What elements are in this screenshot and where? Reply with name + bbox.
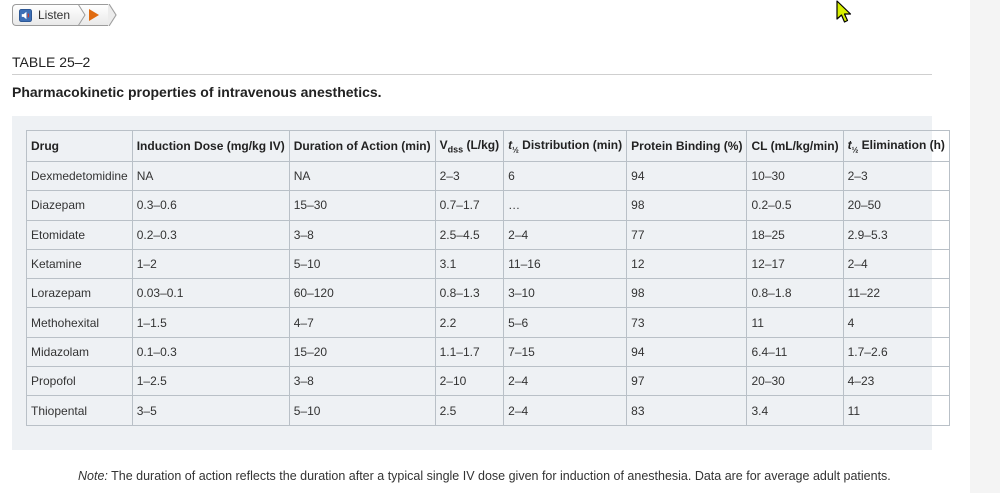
listen-label: Listen xyxy=(38,8,71,22)
cell-dist: 2–4 xyxy=(504,396,627,425)
header-induction-dose: Induction Dose (mg/kg IV) xyxy=(132,131,289,162)
table-row xyxy=(27,367,950,396)
cell-induction: 3–5 xyxy=(132,396,289,425)
cell-protein: 98 xyxy=(627,279,747,308)
header-duration: Duration of Action (min) xyxy=(289,131,435,162)
cell-elim: 2–4 xyxy=(843,249,949,278)
table-body xyxy=(27,162,950,426)
cell-dist: 11–16 xyxy=(504,249,627,278)
cell-elim: 11 xyxy=(843,396,949,425)
cell-dist: 5–6 xyxy=(504,308,627,337)
table-label: TABLE 25–2 xyxy=(12,54,91,70)
cell-elim: 1.7–2.6 xyxy=(843,337,949,366)
cell-protein: 94 xyxy=(627,162,747,191)
cell-drug: Etomidate xyxy=(27,220,133,249)
cell-duration: 60–120 xyxy=(289,279,435,308)
cell-vdss: 2–10 xyxy=(435,367,504,396)
cell-drug: Dexmedetomidine xyxy=(27,162,133,191)
table-row xyxy=(27,396,950,425)
listen-widget[interactable] xyxy=(12,4,118,26)
table-row xyxy=(27,249,950,278)
listen-button[interactable] xyxy=(12,4,78,26)
cell-drug: Midazolam xyxy=(27,337,133,366)
table-row xyxy=(27,191,950,220)
pharmacokinetics-table xyxy=(26,130,950,426)
cell-drug: Diazepam xyxy=(27,191,133,220)
cell-dist: 6 xyxy=(504,162,627,191)
cell-cl: 0.2–0.5 xyxy=(747,191,843,220)
cell-elim: 11–22 xyxy=(843,279,949,308)
table-row xyxy=(27,308,950,337)
cell-vdss: 0.8–1.3 xyxy=(435,279,504,308)
header-vdss: $V_{dss}$ (L/kg) xyxy=(435,131,504,162)
header-protein-binding: Protein Binding (%) xyxy=(627,131,747,162)
cell-duration: 15–30 xyxy=(289,191,435,220)
cell-cl: 11 xyxy=(747,308,843,337)
header-distribution: $t_{\frac{1}{2}}$ Distribution (min) xyxy=(504,131,627,162)
speaker-icon xyxy=(19,9,32,22)
cell-vdss: 2.2 xyxy=(435,308,504,337)
separator-chevron-icon xyxy=(78,4,86,26)
table-row xyxy=(27,162,950,191)
cell-induction: 1–1.5 xyxy=(132,308,289,337)
cell-duration: 3–8 xyxy=(289,220,435,249)
cell-protein: 94 xyxy=(627,337,747,366)
cell-duration: 15–20 xyxy=(289,337,435,366)
cell-protein: 12 xyxy=(627,249,747,278)
cell-duration: NA xyxy=(289,162,435,191)
cell-induction: 0.2–0.3 xyxy=(132,220,289,249)
mouse-cursor-icon xyxy=(836,0,854,24)
table-row xyxy=(27,279,950,308)
cell-elim: 2–3 xyxy=(843,162,949,191)
divider xyxy=(12,74,932,75)
cell-dist: 2–4 xyxy=(504,220,627,249)
cell-protein: 97 xyxy=(627,367,747,396)
cell-protein: 73 xyxy=(627,308,747,337)
table-container xyxy=(12,116,945,450)
play-button[interactable] xyxy=(78,4,108,26)
cell-protein: 77 xyxy=(627,220,747,249)
table-note: Note: The duration of action reflects the duration after a typical single IV dose given for induction of anesthesia. Data are for average adult patients. xyxy=(78,469,891,483)
header-drug: Drug xyxy=(27,131,133,162)
cell-vdss: 2.5–4.5 xyxy=(435,220,504,249)
cell-induction: 0.1–0.3 xyxy=(132,337,289,366)
cell-cl: 18–25 xyxy=(747,220,843,249)
cell-vdss: 2.5 xyxy=(435,396,504,425)
cell-elim: 20–50 xyxy=(843,191,949,220)
cell-duration: 5–10 xyxy=(289,396,435,425)
cell-dist: … xyxy=(504,191,627,220)
cell-duration: 4–7 xyxy=(289,308,435,337)
cell-dist: 2–4 xyxy=(504,367,627,396)
table-caption: Pharmacokinetic properties of intravenous anesthetics. xyxy=(12,84,382,100)
cell-cl: 0.8–1.8 xyxy=(747,279,843,308)
cell-induction: 0.03–0.1 xyxy=(132,279,289,308)
cell-drug: Propofol xyxy=(27,367,133,396)
cell-induction: NA xyxy=(132,162,289,191)
cell-vdss: 1.1–1.7 xyxy=(435,337,504,366)
cell-protein: 98 xyxy=(627,191,747,220)
cell-drug: Thiopental xyxy=(27,396,133,425)
play-button-end-icon xyxy=(108,4,118,26)
cell-elim: 4–23 xyxy=(843,367,949,396)
cell-drug: Ketamine xyxy=(27,249,133,278)
cell-induction: 0.3–0.6 xyxy=(132,191,289,220)
table-header-row xyxy=(27,131,950,162)
cell-drug: Methohexital xyxy=(27,308,133,337)
cell-cl: 12–17 xyxy=(747,249,843,278)
cell-cl: 3.4 xyxy=(747,396,843,425)
play-icon xyxy=(89,9,99,21)
cell-cl: 20–30 xyxy=(747,367,843,396)
cell-elim: 4 xyxy=(843,308,949,337)
cell-induction: 1–2 xyxy=(132,249,289,278)
cell-dist: 3–10 xyxy=(504,279,627,308)
cell-drug: Lorazepam xyxy=(27,279,133,308)
cell-vdss: 3.1 xyxy=(435,249,504,278)
cell-vdss: 0.7–1.7 xyxy=(435,191,504,220)
cell-dist: 7–15 xyxy=(504,337,627,366)
cell-protein: 83 xyxy=(627,396,747,425)
header-clearance: CL (mL/kg/min) xyxy=(747,131,843,162)
scrollbar-track[interactable] xyxy=(970,0,1000,493)
cell-duration: 5–10 xyxy=(289,249,435,278)
table-row xyxy=(27,337,950,366)
cell-induction: 1–2.5 xyxy=(132,367,289,396)
cell-cl: 10–30 xyxy=(747,162,843,191)
cell-vdss: 2–3 xyxy=(435,162,504,191)
table-row xyxy=(27,220,950,249)
cell-duration: 3–8 xyxy=(289,367,435,396)
cell-elim: 2.9–5.3 xyxy=(843,220,949,249)
cell-cl: 6.4–11 xyxy=(747,337,843,366)
header-elimination: $t_{\frac{1}{2}}$ Elimination (h) xyxy=(843,131,949,162)
